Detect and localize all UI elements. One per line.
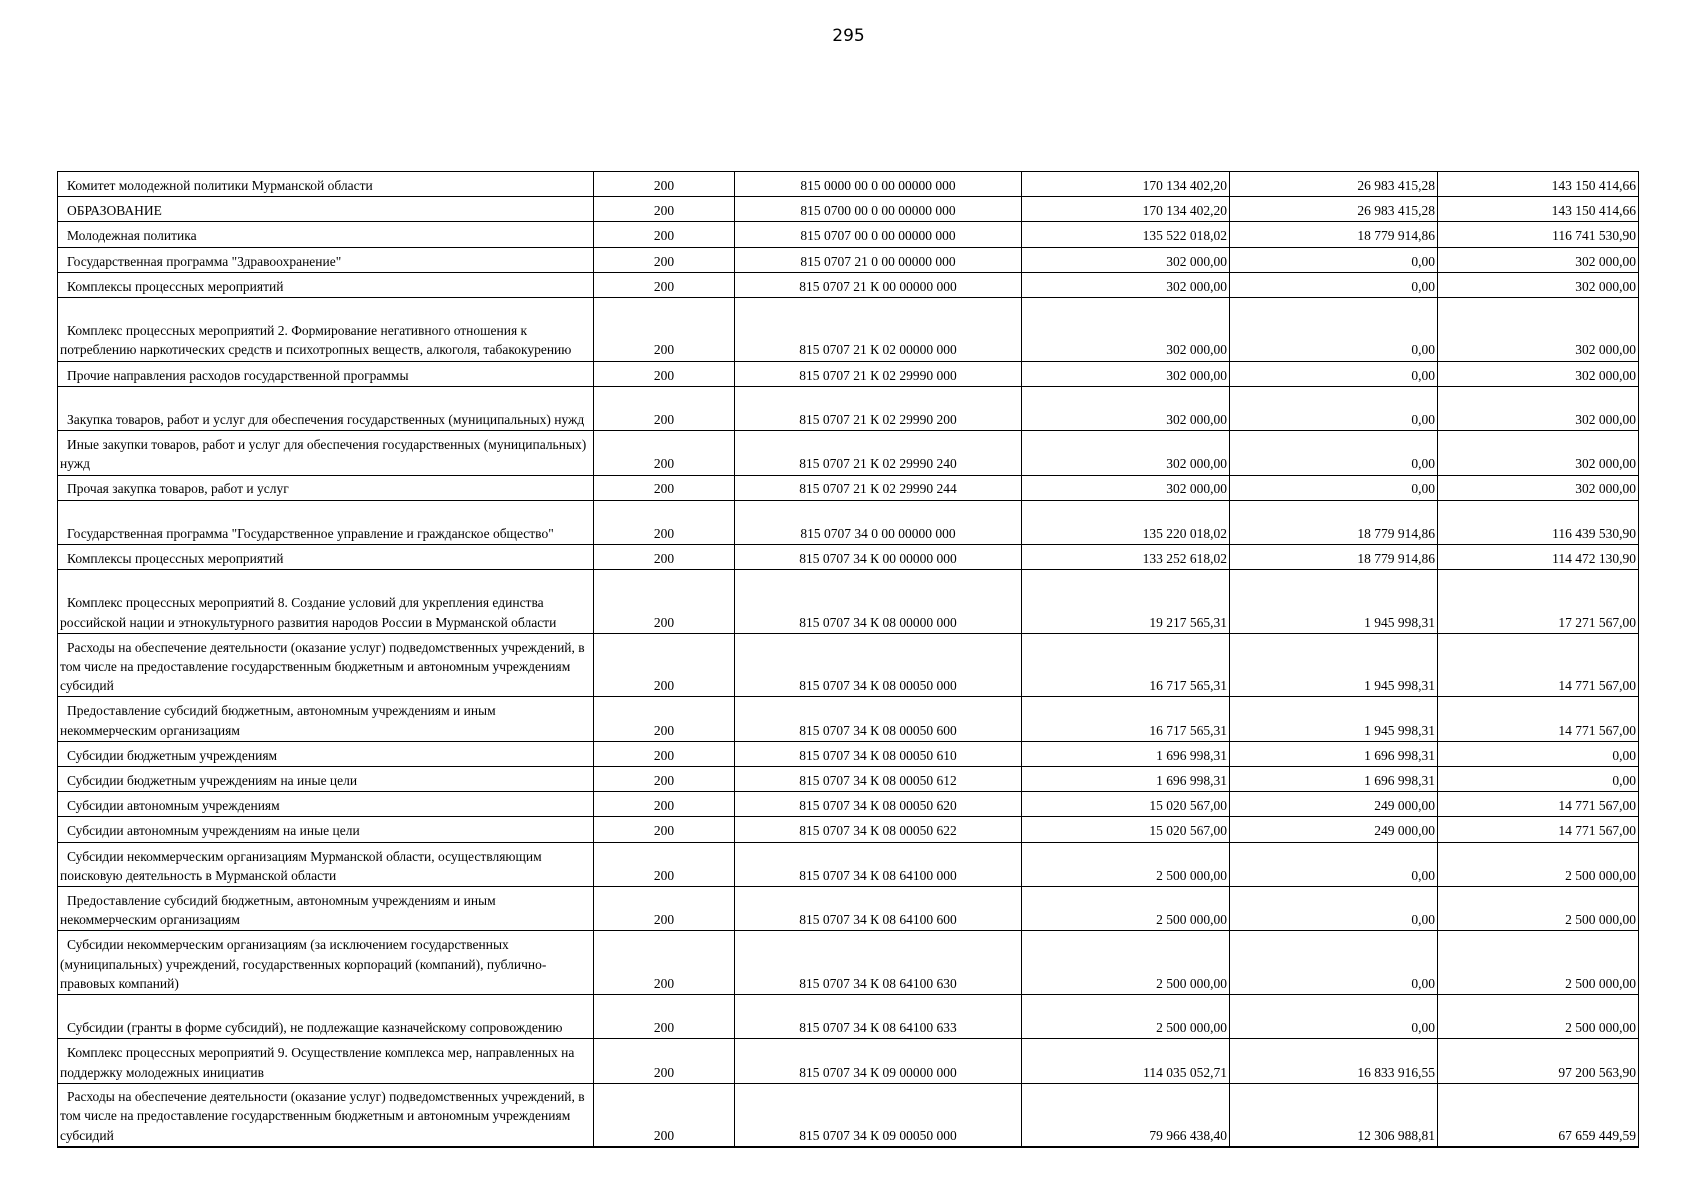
row-code: 200: [653, 481, 675, 497]
row-approved: 1 696 998,31: [1156, 747, 1227, 763]
row-kbk-code: 815 0707 34 К 09 00000 000: [799, 1064, 957, 1080]
row-kbk-code: 815 0707 21 К 02 00000 000: [799, 342, 957, 358]
row-executed: 0,00: [1411, 278, 1435, 294]
row-code: 200: [653, 798, 675, 814]
table-row: [58, 842, 1639, 886]
row-approved: 1 696 998,31: [1156, 773, 1227, 789]
budget-table: [57, 171, 1639, 1148]
table-row: [58, 994, 1639, 1038]
row-code: 200: [653, 975, 675, 991]
row-remaining: 67 659 449,59: [1558, 1127, 1636, 1143]
row-remaining: 97 200 563,90: [1558, 1064, 1636, 1080]
row-remaining: 0,00: [1612, 773, 1636, 789]
row-kbk-code: 815 0707 21 0 00 00000 000: [800, 253, 956, 269]
row-approved: 114 035 052,71: [1143, 1064, 1227, 1080]
row-executed: 0,00: [1411, 253, 1435, 269]
row-code: 200: [653, 823, 675, 839]
row-executed: 0,00: [1411, 1020, 1435, 1036]
row-code: 200: [653, 342, 675, 358]
row-approved: 16 717 565,31: [1149, 722, 1227, 738]
row-remaining: 302 000,00: [1575, 456, 1636, 472]
table-row: [58, 545, 1639, 570]
row-approved: 2 500 000,00: [1156, 975, 1227, 991]
row-remaining: 143 150 414,66: [1551, 203, 1636, 219]
row-code: 200: [653, 551, 675, 567]
row-name: Предоставление субсидий бюджетным, автономным учреждениям и иным некоммерческим организациям: [60, 703, 496, 738]
row-kbk-code: 815 0707 34 К 08 00050 600: [799, 722, 957, 738]
row-code: 200: [653, 1020, 675, 1036]
row-code: 200: [653, 773, 675, 789]
table-row: [58, 386, 1639, 430]
row-kbk-code: 815 0707 34 К 08 00050 612: [799, 773, 957, 789]
row-approved: 16 717 565,31: [1149, 678, 1227, 694]
row-name: Молодежная политика: [67, 228, 197, 244]
row-approved: 19 217 565,31: [1149, 614, 1227, 630]
row-remaining: 302 000,00: [1575, 367, 1636, 383]
row-executed: 0,00: [1411, 867, 1435, 883]
table-row: [58, 500, 1639, 544]
row-code: 200: [653, 1064, 675, 1080]
row-code: 200: [653, 525, 675, 541]
row-kbk-code: 815 0707 21 К 00 00000 000: [799, 278, 957, 294]
row-approved: 15 020 567,00: [1149, 823, 1227, 839]
row-executed: 0,00: [1411, 342, 1435, 358]
row-name: Субсидии (гранты в форме субсидий), не подлежащие казначейскому сопровождению: [67, 1020, 563, 1036]
row-name: Субсидии некоммерческим организациям (за исключением государственных (муниципальных) учреждений, государственных корпораций (компаний), публично-правовых компаний): [60, 937, 547, 991]
table-row: [58, 197, 1639, 222]
row-executed: 249 000,00: [1374, 823, 1435, 839]
row-executed: 249 000,00: [1374, 798, 1435, 814]
row-approved: 133 252 618,02: [1142, 551, 1227, 567]
table-row: [58, 886, 1639, 930]
row-name: Государственная программа "Здравоохранение": [67, 253, 342, 269]
row-name: Закупка товаров, работ и услуг для обеспечения государственных (муниципальных) нужд: [67, 411, 585, 427]
row-executed: 1 945 998,31: [1364, 678, 1435, 694]
row-name: Прочие направления расходов государственной программы: [67, 367, 409, 383]
table-row: [58, 361, 1639, 386]
row-code: 200: [653, 678, 675, 694]
table-row: [58, 570, 1639, 634]
row-code: 200: [653, 912, 675, 928]
row-kbk-code: 815 0707 34 К 08 64100 630: [799, 975, 957, 991]
row-kbk-code: 815 0707 34 К 00 00000 000: [799, 551, 957, 567]
row-approved: 302 000,00: [1166, 278, 1227, 294]
row-code: 200: [653, 867, 675, 883]
row-code: 200: [653, 228, 675, 244]
row-name: Расходы на обеспечение деятельности (оказание услуг) подведомственных учреждений, в том числе на предоставление государственным бюджетным и автономным учреждениям субсидий: [60, 639, 585, 694]
row-name: Комплексы процессных мероприятий: [67, 278, 284, 294]
row-remaining: 114 472 130,90: [1552, 551, 1636, 567]
row-code: 200: [653, 747, 675, 763]
row-name: Расходы на обеспечение деятельности (оказание услуг) подведомственных учреждений, в том числе на предоставление государственным бюджетным и автономным учреждениям субсидий: [60, 1089, 585, 1143]
row-executed: 1 696 998,31: [1364, 747, 1435, 763]
table-row: [58, 222, 1639, 247]
row-executed: 0,00: [1411, 481, 1435, 497]
row-approved: 302 000,00: [1166, 481, 1227, 497]
table-row: [58, 817, 1639, 842]
row-kbk-code: 815 0707 21 К 02 29990 240: [799, 456, 957, 472]
row-executed: 1 945 998,31: [1364, 614, 1435, 630]
row-name: Субсидии автономным учреждениям на иные цели: [67, 823, 360, 839]
table-row: [58, 741, 1639, 766]
row-remaining: 0,00: [1612, 747, 1636, 763]
row-name: Субсидии автономным учреждениям: [67, 798, 280, 814]
row-remaining: 302 000,00: [1575, 342, 1636, 358]
row-name: Предоставление субсидий бюджетным, автономным учреждениям и иным некоммерческим организациям: [60, 892, 496, 928]
row-remaining: 17 271 567,00: [1558, 614, 1636, 630]
row-approved: 2 500 000,00: [1156, 867, 1227, 883]
row-code: 200: [653, 253, 675, 269]
row-remaining: 14 771 567,00: [1558, 678, 1636, 694]
row-approved: 302 000,00: [1166, 342, 1227, 358]
row-approved: 135 220 018,02: [1142, 525, 1227, 541]
row-kbk-code: 815 0707 34 К 08 64100 600: [799, 912, 957, 928]
row-remaining: 2 500 000,00: [1565, 975, 1636, 991]
row-code: 200: [653, 614, 675, 630]
row-remaining: 302 000,00: [1575, 278, 1636, 294]
row-kbk-code: 815 0707 34 К 09 00050 000: [799, 1127, 957, 1143]
row-code: 200: [653, 278, 675, 294]
row-kbk-code: 815 0707 34 К 08 00050 000: [799, 678, 957, 694]
table-row: [58, 297, 1639, 361]
row-code: 200: [653, 177, 675, 193]
row-executed: 0,00: [1411, 367, 1435, 383]
row-approved: 170 134 402,20: [1142, 177, 1227, 193]
row-kbk-code: 815 0707 34 К 08 00050 620: [799, 798, 957, 814]
row-kbk-code: 815 0707 21 К 02 29990 200: [799, 411, 957, 427]
row-approved: 302 000,00: [1166, 456, 1227, 472]
row-name: Субсидии бюджетным учреждениям на иные цели: [67, 773, 358, 789]
row-remaining: 2 500 000,00: [1565, 912, 1636, 928]
row-kbk-code: 815 0707 34 К 08 00000 000: [799, 614, 957, 630]
row-executed: 0,00: [1411, 411, 1435, 427]
row-kbk-code: 815 0707 21 К 02 29990 244: [799, 481, 957, 497]
row-executed: 12 306 988,81: [1357, 1127, 1435, 1143]
row-remaining: 2 500 000,00: [1565, 1020, 1636, 1036]
table-row: [58, 272, 1639, 297]
row-approved: 170 134 402,20: [1142, 203, 1227, 219]
table-row: [58, 633, 1639, 697]
row-executed: 26 983 415,28: [1357, 177, 1435, 193]
row-name: Прочая закупка товаров, работ и услуг: [67, 481, 289, 497]
row-kbk-code: 815 0000 00 0 00 00000 000: [800, 177, 956, 193]
row-name: Комплекс процессных мероприятий 9. Осуществление комплекса мер, направленных на поддержку молодежных инициатив: [60, 1045, 575, 1080]
row-name: Иные закупки товаров, работ и услуг для обеспечения государственных (муниципальных) нужд: [60, 437, 587, 472]
row-kbk-code: 815 0700 00 0 00 00000 000: [800, 203, 956, 219]
row-approved: 2 500 000,00: [1156, 912, 1227, 928]
row-executed: 1 945 998,31: [1364, 722, 1435, 738]
row-remaining: 302 000,00: [1575, 411, 1636, 427]
row-executed: 18 779 914,86: [1357, 551, 1435, 567]
row-name: ОБРАЗОВАНИЕ: [67, 203, 162, 219]
row-remaining: 14 771 567,00: [1558, 722, 1636, 738]
row-name: Комитет молодежной политики Мурманской области: [67, 177, 373, 193]
row-name: Субсидии некоммерческим организациям Мурманской области, осуществляющим поисковую деятельность в Мурманской области: [60, 848, 542, 883]
row-approved: 302 000,00: [1166, 411, 1227, 427]
budget-table-body: [58, 172, 1639, 1147]
row-kbk-code: 815 0707 00 0 00 00000 000: [800, 228, 956, 244]
table-row: [58, 1039, 1639, 1083]
row-approved: 135 522 018,02: [1142, 228, 1227, 244]
row-code: 200: [653, 203, 675, 219]
row-executed: 0,00: [1411, 456, 1435, 472]
table-row: [58, 931, 1639, 995]
table-row: [58, 172, 1639, 197]
table-row: [58, 767, 1639, 792]
row-name: Субсидии бюджетным учреждениям: [67, 747, 278, 763]
row-name: Государственная программа "Государственное управление и гражданское общество": [67, 525, 554, 541]
table-row: [58, 697, 1639, 741]
row-approved: 15 020 567,00: [1149, 798, 1227, 814]
row-approved: 79 966 438,40: [1149, 1127, 1227, 1143]
row-code: 200: [653, 367, 675, 383]
row-executed: 0,00: [1411, 912, 1435, 928]
table-row: [58, 247, 1639, 272]
row-executed: 0,00: [1411, 975, 1435, 991]
row-name: Комплекс процессных мероприятий 2. Формирование негативного отношения к потреблению наркотических средств и психотропных веществ, алкоголя, табакокурению: [60, 323, 572, 358]
row-executed: 26 983 415,28: [1357, 203, 1435, 219]
row-approved: 302 000,00: [1166, 367, 1227, 383]
table-row: [58, 475, 1639, 500]
row-approved: 2 500 000,00: [1156, 1020, 1227, 1036]
row-kbk-code: 815 0707 34 К 08 64100 000: [799, 867, 957, 883]
row-name: Комплексы процессных мероприятий: [67, 551, 284, 567]
row-approved: 302 000,00: [1166, 253, 1227, 269]
row-executed: 1 696 998,31: [1364, 773, 1435, 789]
row-remaining: 14 771 567,00: [1558, 823, 1636, 839]
row-remaining: 302 000,00: [1575, 481, 1636, 497]
row-kbk-code: 815 0707 21 К 02 29990 000: [799, 367, 957, 383]
row-remaining: 116 439 530,90: [1552, 525, 1636, 541]
table-row: [58, 792, 1639, 817]
row-remaining: 143 150 414,66: [1551, 177, 1636, 193]
row-kbk-code: 815 0707 34 К 08 64100 633: [799, 1020, 957, 1036]
row-code: 200: [653, 411, 675, 427]
table-row: [58, 1083, 1639, 1147]
row-remaining: 116 741 530,90: [1552, 228, 1636, 244]
row-remaining: 2 500 000,00: [1565, 867, 1636, 883]
row-remaining: 14 771 567,00: [1558, 798, 1636, 814]
row-kbk-code: 815 0707 34 К 08 00050 610: [799, 747, 957, 763]
row-kbk-code: 815 0707 34 0 00 00000 000: [800, 525, 956, 541]
row-code: 200: [653, 456, 675, 472]
row-remaining: 302 000,00: [1575, 253, 1636, 269]
row-name: Комплекс процессных мероприятий 8. Создание условий для укрепления единства российской нации и этнокультурного развития народов России в Мурманской области: [60, 595, 557, 630]
row-executed: 18 779 914,86: [1357, 525, 1435, 541]
page-number: 295: [832, 26, 865, 46]
row-executed: 18 779 914,86: [1357, 228, 1435, 244]
row-executed: 16 833 916,55: [1357, 1064, 1435, 1080]
table-row: [58, 431, 1639, 475]
row-kbk-code: 815 0707 34 К 08 00050 622: [799, 823, 957, 839]
row-code: 200: [653, 722, 675, 738]
row-code: 200: [653, 1127, 675, 1143]
